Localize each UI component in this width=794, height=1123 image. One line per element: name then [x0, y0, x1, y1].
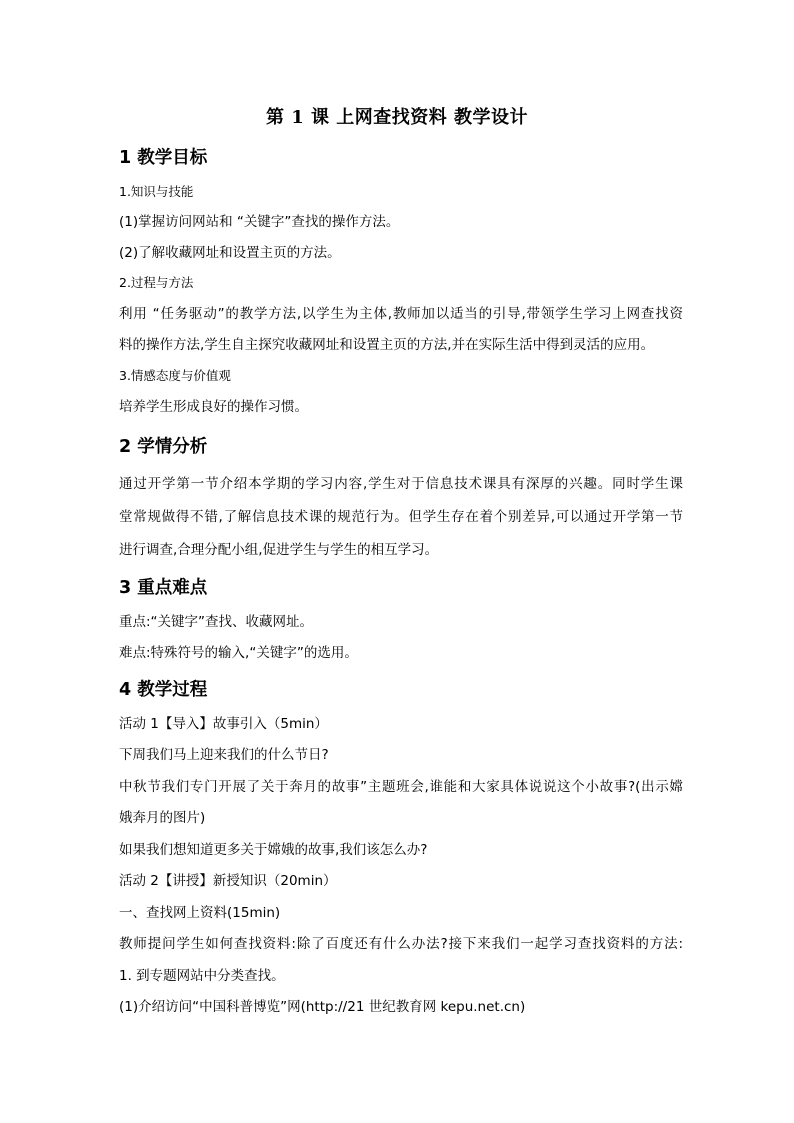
paragraph-line: 堂常规做得不错,了解信息技术课的规范行为。但学生存在着个别差异,可以通过开学第一节 [119, 509, 683, 525]
paragraph-line: 中秋节我们专门开展了关于奔月的故事”主题班会,谁能和大家具体说说这个小故事?(出示嫦 [119, 779, 683, 795]
section-heading-learner-analysis: 2 学情分析 [119, 437, 208, 457]
document-title: 第 1 课 上网查找资料 教学设计 [265, 107, 529, 128]
paragraph-line: 2.过程与方法 [119, 275, 194, 290]
paragraph-line: 1.知识与技能 [119, 184, 194, 199]
paragraph-line: 料的操作方法,学生自主探究收藏网址和设置主页的方法,并在实际生活中得到灵活的应用。 [119, 337, 655, 353]
paragraph-line: 教师提问学生如何查找资料:除了百度还有什么办法?接下来我们一起学习查找资料的方法: [119, 936, 683, 952]
section-heading-teaching-process: 4 教学过程 [119, 680, 208, 700]
paragraph-line: 利用 “任务驱动”的教学方法,以学生为主体,教师加以适当的引导,带领学生学习上网查找资 [119, 306, 683, 322]
paragraph-line: (1)介绍访问“中国科普博览”网(http://21 世纪教育网 kepu.net.cn) [119, 999, 526, 1015]
paragraph-line: 活动 1【导入】故事引入（5min） [119, 716, 328, 732]
paragraph-line: 进行调查,合理分配小组,促进学生与学生的相互学习。 [119, 542, 439, 558]
paragraph-line: 培养学生形成良好的操作习惯。 [119, 399, 308, 415]
document-body [119, 146, 683, 1017]
paragraph-line: 一、查找网上资料(15min) [119, 905, 281, 921]
paragraph-line: 娥奔月的图片) [119, 810, 206, 826]
paragraph-line: 1. 到专题网站中分类查找。 [119, 968, 285, 984]
section-heading-key-points: 3 重点难点 [119, 578, 208, 598]
paragraph-line: (2)了解收藏网址和设置主页的方法。 [119, 245, 341, 261]
paragraph-line: 重点:“关键字”查找、收藏网址。 [119, 614, 314, 630]
paragraph-line: 下周我们马上迎来我们的什么节日? [119, 747, 329, 763]
paragraph-line: 活动 2【讲授】新授知识（20min） [119, 873, 337, 889]
paragraph-line: 如果我们想知道更多关于嫦娥的故事,我们该怎么办? [119, 842, 428, 858]
paragraph-line: 3.情感态度与价值观 [119, 368, 231, 383]
paragraph-line: 通过开学第一节介绍本学期的学习内容,学生对于信息技术课具有深厚的兴趣。同时学生课 [119, 476, 683, 492]
paragraph-line: (1)掌握访问网站和 “关键字”查找的操作方法。 [119, 214, 400, 230]
paragraph-line: 难点:特殊符号的输入,“关键字”的选用。 [119, 645, 358, 661]
section-heading-teaching-goals: 1 教学目标 [119, 148, 208, 168]
